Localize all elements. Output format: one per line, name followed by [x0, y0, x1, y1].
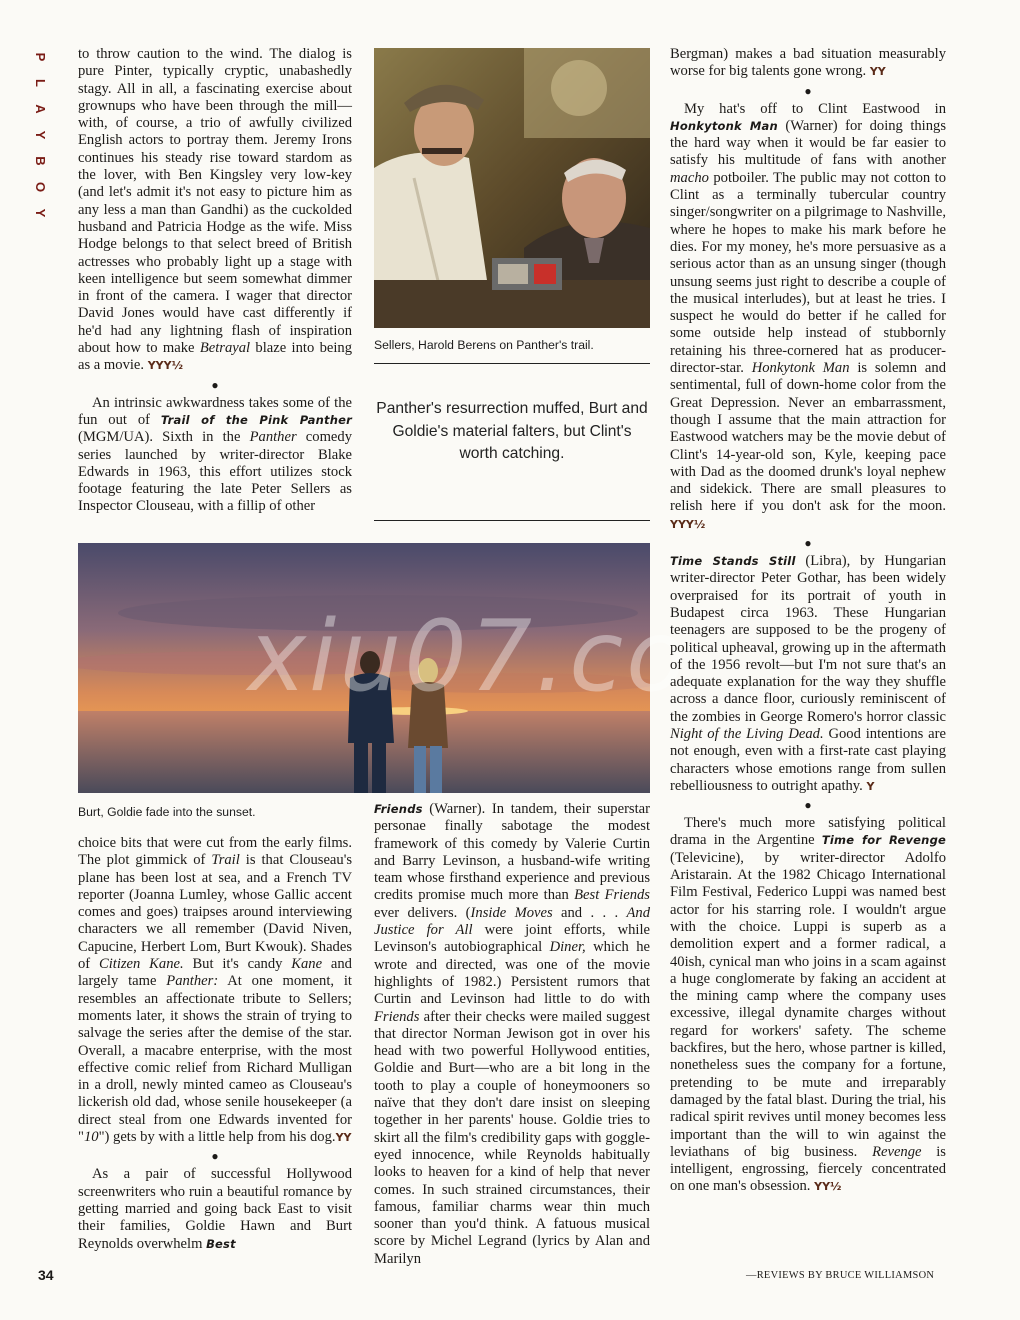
review-paragraph: Friends (Warner). In tandem, their superstar personae finally sabotage the modest framework of this comedy by Valerie Curtin and Barry Levinson, a husband-wife writing team whose firsthand experience and previous credits promise much more than Best Friends ever delivers. (Inside Moves and . . . And Justice for All were joint efforts, while Levinson's autobiographical Diner, which he wrote and directed, was one of the movie highlights of 1982.) Persistent rumors that Curtin and Levinson had little to do with Friends after their checks were mailed suggest that director Norman Jewison got in over his head with two powerful Hollywood entities, Goldie and Burt—who are a bit long in the tooth to play a couple of honeymooners so naïve that they don't dare insist on sleeping together in her parents' house. Goldie tries to skirt all the film's credibility gaps with goggle-eyed innocence, while Reynolds habitually looks to heaven for a kind of help that never comes. In such strained circumstances, their famous, familiar charms wear thin much sooner than you'd think. A fatuous musical score by Michel Legrand (lyrics by Alan and Marilyn — [374, 801, 651, 1267]
reviewer-credit: —REVIEWS BY BRUCE WILLIAMSON — [746, 1270, 935, 1281]
page-number: 34 — [38, 1267, 54, 1283]
section-bullet: ● — [804, 83, 812, 98]
review-paragraph: Bergman) makes a bad situation measurably worse for big talents gone wrong. YY — [670, 46, 946, 80]
film-title: Friends — [374, 802, 423, 816]
pull-quote: Panther's resurrection muffed, Burt and Goldie's material falters, but Clint's worth catching. — [376, 400, 648, 462]
film-title: Honkytonk Man — [670, 118, 778, 133]
top-photo — [374, 48, 650, 328]
masthead-letter: O — [33, 181, 48, 193]
rating: YYY½ — [147, 359, 184, 373]
masthead-letter: B — [33, 156, 48, 166]
masthead-letter: Y — [33, 130, 48, 140]
masthead-letter: P — [33, 52, 48, 62]
divider-rule — [374, 520, 650, 521]
film-title: Trail of the Pink Panther — [160, 412, 352, 427]
masthead-letter: A — [33, 104, 48, 114]
masthead-letter: Y — [33, 208, 48, 218]
review-paragraph: There's much more satisfying political drama in the Argentine Time for Revenge (Televicine), by writer-director Adolfo Aristarain. At the 1982 Chicago International Film Festival, Federico Luppi was named best actor for his starring role. I wouldn't argue with the choice. Luppi is superb as a demolition expert and a former radical, a 40ish, cynical man who joins in a scam against a huge conglomerate by faking an accident at the mining camp where the company uses excessive, illegal dynamite charges without regard for workers' safety. The scheme backfires, but the hero, whose partner is killed, nonetheless sues the company for a fortune, pretending to be mute and irreparably damaged by the fatal blast. During the trial, his radical spirit revives until money becomes less important than the will to win against the leviathans of big business. Revenge is intelligent, engrossing, fiercely concentrated on one man's obsession. YY½ — [670, 815, 946, 1195]
column-3 — [670, 46, 946, 1196]
section-bullet: ● — [211, 1149, 219, 1164]
review-paragraph: choice bits that were cut from the early films. The plot gimmick of Trail is that Clouseau's plane has been lost at sea, and a French TV reporter (Joanna Lumley, whose Gallic accent comes and goes) traipses around interviewing characters we all remember (David Niven, Capucine, Herbert Lom, Burt Kwouk). Shades of Citizen Kane. But it's candy Kane and largely tame Panther: At one moment, it resembles an affectionate tribute to Sellers; moments later, it shows the strain of trying to salvage the series after the demise of the star. Overall, a macabre enterprise, with the most effective comic relief from Richard Mulligan in a droll, newly minted cameo as Clouseau's lickerish old dad, whose senile housekeeper (a direct steal from one Edwards invented for "10") gets by with a little help from his dog.YY — [78, 835, 352, 1146]
film-title: Time for Revenge — [821, 833, 946, 848]
rating: Y — [866, 779, 875, 793]
rating: YYY½ — [670, 517, 706, 531]
review-paragraph: An intrinsic awkwardness takes some of the fun out of Trail of the Pink Panther (MGM/UA). Sixth in the Panther comedy series launched by writer-director Blake Edwards in 1963, this effort utilizes stock footage featuring the late Peter Sellers as Inspector Clouseau, with a fillip of other — [78, 394, 352, 515]
column-1-top — [78, 46, 352, 516]
review-paragraph: Time Stands Still (Libra), by Hungarian writer-director Peter Gothar, has been widely overpraised for its portrait of youth in Budapest circa 1963. These Hungarian teenagers are supposed to be the progeny of political upheaval, growing up in the aftermath of the 1956 revolt—but I'm not sure that's an adequate explanation for the way they shuffle across a dance floor, curiously reminiscent of the zombies in George Romero's horror classic Night of the Living Dead. Good intentions are not enough, even with a first-rate cast playing characters whose emotions range from sullen rebelliousness to outright apathy. Y — [670, 553, 946, 794]
rating: YY½ — [814, 1180, 842, 1194]
review-paragraph: to throw caution to the wind. The dialog is pure Pinter, typically cryptic, unabashedly stagy. All in all, a fascinating exercise about grownups who have been through the mill—with, of course, a trio of awfully civilized English actors to portray them. Jeremy Irons continues his steady rise toward stardom as the lover, with Ben Kingsley very low-key (and let's admit it's not easy to picture him as any less a man than Gandhi) as the cuckolded husband and Patricia Hodge as the wife. Miss Hodge belongs to that select breed of British actresses who probably light up a stage with keen intelligence but seem somewhat dimmer in front of the camera. I wager that director David Jones would have cast differently if he'd had any lightning flash of inspiration about how to make Betrayal blaze into being as a movie. YYY½ — [78, 46, 352, 374]
playboy-masthead — [30, 44, 50, 226]
column-2-bottom — [374, 801, 650, 1268]
column-1-bottom — [78, 835, 352, 1253]
photo-sellers-berens — [374, 48, 650, 328]
top-photo-caption: Sellers, Harold Berens on Panther's trail. — [374, 338, 594, 352]
section-bullet: ● — [804, 798, 812, 813]
review-paragraph: As a pair of successful Hollywood screenwriters who ruin a beautiful romance by getting married and going back East to visit their families, Goldie Hawn and Burt Reynolds overwhelm Best — [78, 1166, 352, 1252]
film-title: Time Stands Still — [670, 554, 796, 569]
rating: YY — [335, 1131, 352, 1145]
watermark-text: xiu07.co — [248, 600, 690, 714]
bottom-photo-caption: Burt, Goldie fade into the sunset. — [78, 805, 256, 819]
divider-rule — [374, 363, 650, 364]
section-bullet: ● — [211, 377, 219, 392]
section-bullet: ● — [804, 536, 812, 551]
review-paragraph: My hat's off to Clint Eastwood in Honkytonk Man (Warner) for doing things the hard way when it would be far easier to satisfy his multitude of fans with another macho potboiler. The public may not cotton to Clint as a terminally tubercular country singer/songwriter on a pilgrimage to Nashville, where he hopes to make his mark before he dies. For my money, he's more persuasive as a serious actor than as an unsung singer (though unsung seems just right to describe a couple of the musical interludes), but at least he tries. I suspect he would do better if he called for some outside help instead of stubbornly retaining his three-cornered hat as producer-director-star. Honkytonk Man is solemn and sentimental, full of down-home color from the Great Depression. Never an embarrassment, though I assume that the main attraction for Eastwood watchers may be the movie debut of Clint's 14-year-old son, Kyle, keeping pace with Dad as the doomed drunk's loyal nephew and sidekick. There are small pleasures to relish here if you don't ask for the moon. YYY½ — [670, 100, 946, 531]
rating: YY — [869, 65, 886, 79]
masthead-letter: L — [33, 79, 48, 87]
film-title: Best — [206, 1236, 236, 1251]
